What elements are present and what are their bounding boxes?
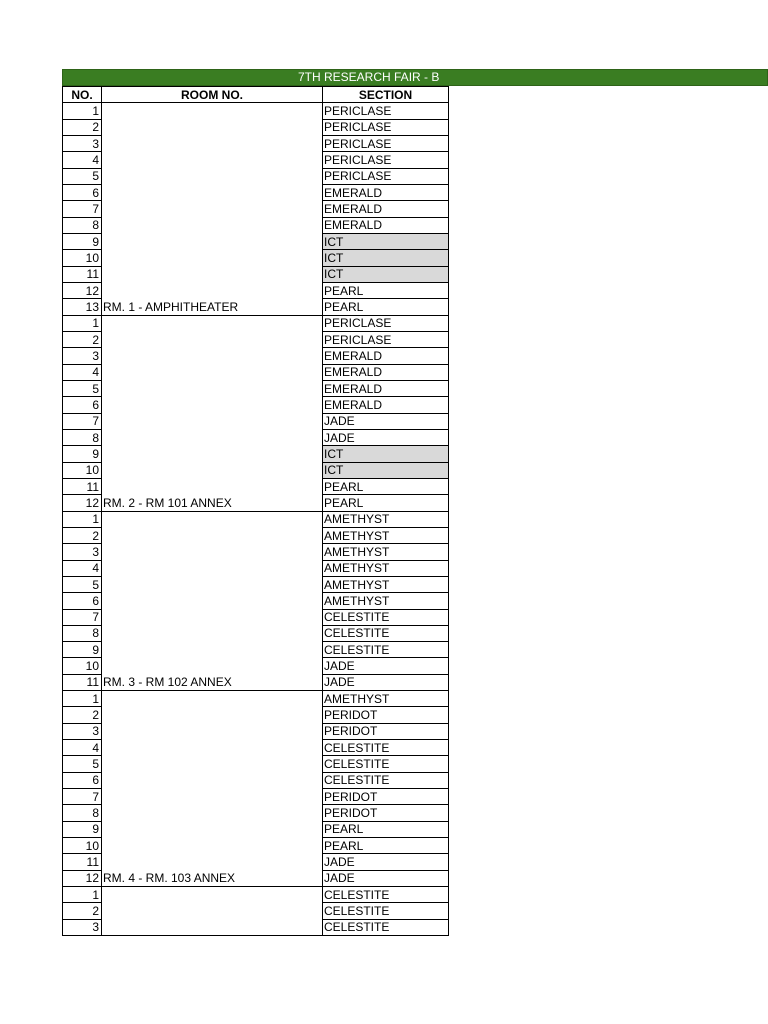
row-number: 11 [63,266,102,282]
row-number: 5 [63,756,102,772]
section-cell: AMETHYST [323,511,449,527]
room-cell [102,282,323,298]
table-row [63,576,449,592]
row-number: 10 [63,838,102,854]
room-cell: RM. 3 - RM 102 ANNEX [102,674,323,690]
header-section: SECTION [323,87,449,103]
table-row [63,544,449,560]
row-number: 1 [63,103,102,119]
room-cell [102,772,323,788]
table-row [63,282,449,298]
row-number: 3 [63,544,102,560]
room-cell [102,511,323,527]
table-row [63,168,449,184]
section-cell: ICT [323,250,449,266]
table-row [63,397,449,413]
section-cell: EMERALD [323,348,449,364]
table-row [63,756,449,772]
row-number: 9 [63,642,102,658]
room-cell [102,364,323,380]
section-cell: EMERALD [323,217,449,233]
table-row [63,184,449,200]
row-number: 5 [63,576,102,592]
section-cell: PERIDOT [323,805,449,821]
row-number: 3 [63,348,102,364]
room-cell: RM. 1 - AMPHITHEATER [102,299,323,315]
section-cell: PERIDOT [323,723,449,739]
row-number: 9 [63,446,102,462]
room-cell [102,805,323,821]
row-number: 4 [63,364,102,380]
section-cell: PERIDOT [323,789,449,805]
section-cell: PERICLASE [323,168,449,184]
room-cell [102,593,323,609]
table-row [63,201,449,217]
section-cell: AMETHYST [323,544,449,560]
section-cell: PERICLASE [323,315,449,331]
section-cell: CELESTITE [323,903,449,919]
row-number: 8 [63,805,102,821]
table-row [63,854,449,870]
room-cell [102,397,323,413]
section-cell: EMERALD [323,397,449,413]
row-number: 3 [63,723,102,739]
section-cell: JADE [323,413,449,429]
room-cell [102,707,323,723]
table-row [63,299,449,315]
row-number: 11 [63,478,102,494]
table-row [63,250,449,266]
row-number: 4 [63,152,102,168]
section-cell: PEARL [323,821,449,837]
row-number: 12 [63,870,102,886]
room-cell [102,625,323,641]
section-cell: CELESTITE [323,756,449,772]
sheet-title: 7TH RESEARCH FAIR - B [298,70,440,84]
section-cell: PEARL [323,838,449,854]
header-room: ROOM NO. [102,87,323,103]
room-cell [102,723,323,739]
row-number: 8 [63,625,102,641]
section-cell: AMETHYST [323,576,449,592]
room-cell [102,527,323,543]
table-row [63,723,449,739]
row-number: 2 [63,527,102,543]
room-cell: RM. 2 - RM 101 ANNEX [102,495,323,511]
section-cell: CELESTITE [323,740,449,756]
table-row [63,413,449,429]
table-row [63,266,449,282]
row-number: 2 [63,331,102,347]
section-cell: AMETHYST [323,593,449,609]
section-cell: PEARL [323,282,449,298]
row-number: 5 [63,380,102,396]
table-row [63,446,449,462]
table-row [63,364,449,380]
table-row [63,805,449,821]
room-cell [102,201,323,217]
row-number: 6 [63,397,102,413]
section-cell: EMERALD [323,380,449,396]
table-row [63,707,449,723]
table-row [63,903,449,919]
table-row [63,511,449,527]
room-cell [102,903,323,919]
table-row [63,233,449,249]
row-number: 8 [63,217,102,233]
room-cell [102,119,323,135]
table-row [63,380,449,396]
room-cell [102,348,323,364]
room-cell [102,740,323,756]
room-cell: RM. 4 - RM. 103 ANNEX [102,870,323,886]
row-number: 1 [63,511,102,527]
table-row [63,348,449,364]
room-cell [102,544,323,560]
table-row [63,560,449,576]
table-row [63,495,449,511]
room-cell [102,152,323,168]
room-cell [102,184,323,200]
row-number: 9 [63,233,102,249]
room-cell [102,838,323,854]
row-number: 8 [63,429,102,445]
section-cell: JADE [323,658,449,674]
room-cell [102,233,323,249]
section-cell: CELESTITE [323,625,449,641]
section-cell: PEARL [323,495,449,511]
room-cell [102,380,323,396]
table-row [63,691,449,707]
row-number: 3 [63,135,102,151]
room-cell [102,217,323,233]
section-cell: CELESTITE [323,642,449,658]
row-number: 1 [63,315,102,331]
row-number: 6 [63,184,102,200]
room-cell [102,168,323,184]
table-row [63,838,449,854]
table-row [63,870,449,886]
room-cell [102,609,323,625]
table-row [63,103,449,119]
row-number: 7 [63,413,102,429]
row-number: 11 [63,674,102,690]
row-number: 10 [63,250,102,266]
row-number: 7 [63,201,102,217]
section-cell: CELESTITE [323,609,449,625]
section-cell: CELESTITE [323,887,449,903]
row-number: 1 [63,887,102,903]
row-number: 13 [63,299,102,315]
section-cell: JADE [323,870,449,886]
row-number: 4 [63,560,102,576]
table-row [63,887,449,903]
table-row [63,152,449,168]
row-number: 10 [63,658,102,674]
table-row [63,609,449,625]
section-cell: EMERALD [323,201,449,217]
section-cell: JADE [323,854,449,870]
table-row [63,135,449,151]
room-cell [102,642,323,658]
room-cell [102,919,323,935]
row-number: 7 [63,789,102,805]
room-cell [102,854,323,870]
section-cell: PERICLASE [323,152,449,168]
table-row [63,772,449,788]
row-number: 12 [63,282,102,298]
title-banner [62,69,768,86]
section-cell: PEARL [323,478,449,494]
row-number: 12 [63,495,102,511]
section-cell: CELESTITE [323,772,449,788]
room-cell [102,250,323,266]
row-number: 6 [63,593,102,609]
section-cell: AMETHYST [323,560,449,576]
room-cell [102,560,323,576]
row-number: 2 [63,903,102,919]
row-number: 3 [63,919,102,935]
table-row [63,789,449,805]
section-cell: PERICLASE [323,119,449,135]
room-cell [102,135,323,151]
table-row [63,658,449,674]
section-cell: PERICLASE [323,331,449,347]
table-row [63,527,449,543]
row-number: 5 [63,168,102,184]
row-number: 7 [63,609,102,625]
section-cell: PERICLASE [323,103,449,119]
room-cell [102,103,323,119]
room-cell [102,658,323,674]
table-row [63,674,449,690]
section-cell: ICT [323,233,449,249]
section-cell: PERICLASE [323,135,449,151]
table-row [63,429,449,445]
room-cell [102,331,323,347]
row-number: 6 [63,772,102,788]
section-cell: EMERALD [323,184,449,200]
room-cell [102,789,323,805]
table-row [63,315,449,331]
section-cell: AMETHYST [323,527,449,543]
header-no: NO. [63,87,102,103]
table-row [63,919,449,935]
room-cell [102,478,323,494]
section-cell: PERIDOT [323,707,449,723]
room-cell [102,266,323,282]
room-cell [102,462,323,478]
table-row [63,331,449,347]
header-row [63,87,449,103]
row-number: 9 [63,821,102,837]
row-number: 11 [63,854,102,870]
table-row [63,119,449,135]
room-cell [102,821,323,837]
section-cell: ICT [323,446,449,462]
table-row [63,478,449,494]
section-cell: EMERALD [323,364,449,380]
table-row [63,593,449,609]
section-cell: PEARL [323,299,449,315]
section-cell: JADE [323,429,449,445]
room-cell [102,691,323,707]
room-cell [102,413,323,429]
table-row [63,821,449,837]
room-cell [102,446,323,462]
room-cell [102,429,323,445]
room-cell [102,315,323,331]
row-number: 4 [63,740,102,756]
row-number: 1 [63,691,102,707]
section-cell: ICT [323,266,449,282]
section-cell: ICT [323,462,449,478]
row-number: 10 [63,462,102,478]
table-row [63,740,449,756]
section-cell: AMETHYST [323,691,449,707]
table-row [63,217,449,233]
room-cell [102,887,323,903]
table-row [63,642,449,658]
row-number: 2 [63,707,102,723]
room-cell [102,576,323,592]
table-row [63,462,449,478]
section-cell: CELESTITE [323,919,449,935]
table-body [63,103,449,936]
schedule-table [62,86,449,936]
section-cell: JADE [323,674,449,690]
row-number: 2 [63,119,102,135]
room-cell [102,756,323,772]
table-row [63,625,449,641]
